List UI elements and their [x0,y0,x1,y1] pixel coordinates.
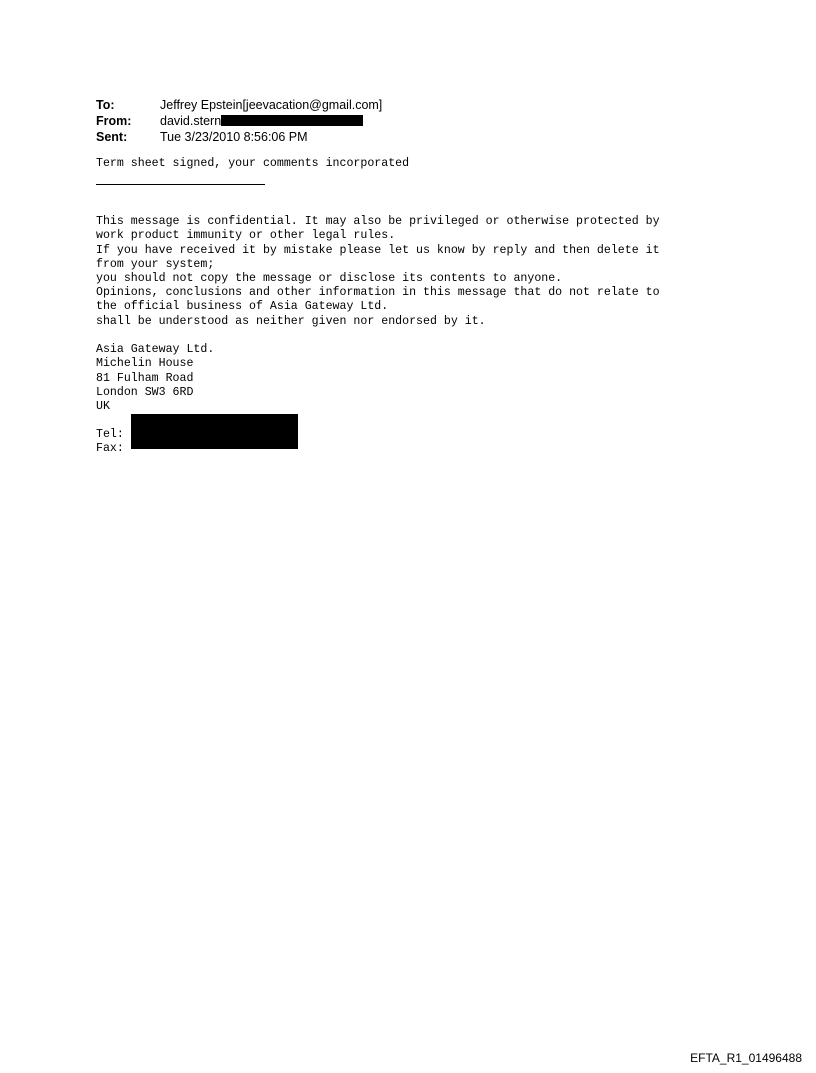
contact-block [96,414,124,471]
to-row [96,97,382,113]
address-line: Asia Gateway Ltd. [96,343,215,357]
to-label: To: [96,98,115,112]
from-address: david.stern [160,114,222,128]
disclaimer-line: from your system; [96,257,215,271]
email-header [96,97,382,145]
from-value [160,113,363,129]
sent-value: Tue 3/23/2010 8:56:06 PM [160,130,308,144]
address-line: 81 Fulham Road [96,371,194,385]
from-label: From: [96,114,132,128]
tel-label: Tel: [96,428,124,442]
address-line: Michelin House [96,357,194,371]
address-line: London SW3 6RD [96,385,194,399]
sent-row [96,129,382,145]
address-line: UK [96,400,110,414]
disclaimer-line: you should not copy the message or disclose its contents to anyone. [96,272,563,286]
to-value: Jeffrey Epstein[jeevacation@gmail.com] [160,98,383,112]
disclaimer-line: If you have received it by mistake please let us know by reply and then delete it [96,243,660,257]
document-id: EFTA_R1_01496488 [690,1051,802,1065]
disclaimer-line: shall be understood as neither given nor endorsed by it. [96,314,486,328]
confidentiality-disclaimer [96,201,660,343]
from-row [96,113,382,129]
disclaimer-line: work product immunity or other legal rules. [96,229,396,243]
disclaimer-line: This message is confidential. It may also be privileged or otherwise protected by [96,215,660,229]
redaction-bar [221,115,363,126]
redaction-block [131,414,298,449]
fax-label: Fax: [96,442,124,456]
disclaimer-line: Opinions, conclusions and other information in this message that do not relate to [96,286,660,300]
subject-line: Term sheet signed, your comments incorporated [96,157,410,170]
signature-divider [96,184,265,185]
disclaimer-line: the official business of Asia Gateway Ltd. [96,300,389,314]
sent-label: Sent: [96,130,128,144]
